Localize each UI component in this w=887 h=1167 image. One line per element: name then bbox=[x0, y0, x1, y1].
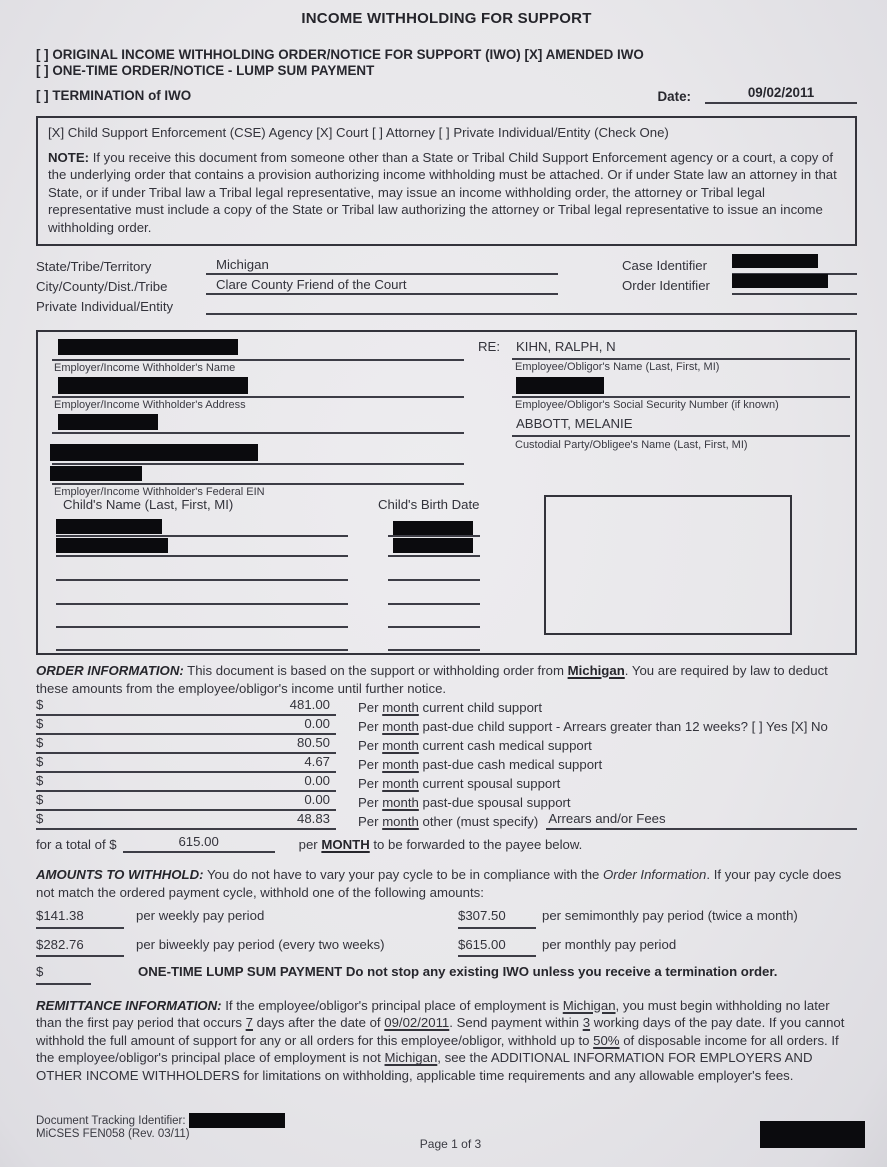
total-amount: 615.00 bbox=[123, 833, 275, 854]
month-word: month bbox=[382, 756, 419, 772]
order-amount-row bbox=[36, 697, 857, 716]
redaction-block bbox=[56, 538, 168, 553]
employer-ein-label: Employer/Income Withholder's Federal EIN bbox=[54, 486, 265, 498]
employee-name: KIHN, RALPH, N bbox=[516, 339, 616, 354]
state-row bbox=[36, 255, 857, 275]
order-intro bbox=[36, 662, 857, 697]
specify-field bbox=[546, 810, 857, 831]
checkbox-termination: [ ] TERMINATION of IWO bbox=[36, 88, 192, 103]
child-name-line bbox=[56, 603, 348, 605]
child-name-line bbox=[56, 579, 348, 581]
amount-desc: other (must specify) bbox=[418, 813, 539, 829]
child-birth-line bbox=[388, 555, 480, 557]
redaction-block bbox=[50, 444, 258, 461]
child-name-line bbox=[56, 626, 348, 628]
child-birth-label: Child's Birth Date bbox=[378, 497, 480, 512]
total-month-word: MONTH bbox=[321, 836, 370, 852]
employer-address-line2 bbox=[52, 432, 464, 434]
amount-desc: past-due spousal support bbox=[418, 794, 571, 810]
child-birth-line bbox=[388, 603, 480, 605]
per-word: Per bbox=[358, 718, 383, 734]
checkbox-original-amended: [ ] ORIGINAL INCOME WITHHOLDING ORDER/NOTICE FOR SUPPORT (IWO) [X] AMENDED IWO bbox=[36, 47, 644, 62]
redaction-block bbox=[732, 274, 828, 288]
order-intro-text1: This document is based on the support or withholding order from bbox=[183, 663, 568, 678]
re-label: RE: bbox=[478, 339, 500, 354]
month-word: month bbox=[382, 794, 419, 810]
child-birth-line bbox=[388, 535, 480, 537]
order-amount-row bbox=[36, 811, 857, 830]
amount-other-fees: 48.83 bbox=[296, 810, 330, 826]
child-birth-line bbox=[388, 579, 480, 581]
redaction-block bbox=[58, 339, 238, 355]
redaction-block bbox=[732, 254, 818, 268]
form-type-checkboxes bbox=[36, 47, 857, 104]
redaction-block bbox=[56, 519, 162, 534]
remittance-section bbox=[36, 997, 857, 1085]
amount-current-spousal: 0.00 bbox=[304, 772, 330, 788]
employer-address-line bbox=[52, 396, 464, 398]
dollar-sign: $ bbox=[36, 791, 44, 807]
order-amount-row bbox=[36, 754, 857, 773]
dollar-sign: $ bbox=[36, 753, 44, 769]
month-word: month bbox=[382, 718, 419, 734]
withhold-heading: AMOUNTS TO WITHHOLD: bbox=[36, 867, 204, 882]
order-amount-row bbox=[36, 792, 857, 811]
empty-stamp-box bbox=[544, 495, 792, 635]
remit-underlined: Michigan bbox=[562, 997, 616, 1013]
order-identifier-label: Order Identifier bbox=[622, 278, 710, 293]
page-indicator: Page 1 of 3 bbox=[419, 1137, 482, 1151]
month-word: month bbox=[382, 775, 419, 791]
tracking-identifier-label: Document Tracking Identifier: bbox=[36, 1114, 186, 1127]
child-name-line bbox=[56, 649, 348, 651]
dollar-sign: $ bbox=[36, 772, 44, 788]
footer bbox=[36, 1113, 865, 1151]
remit-text: , see the ADDITIONAL INFORMATION FOR EMPLOYERS AND OTHER INCOME WITHHOLDERS for limitations on withholding, applicable time requirements and any allowable employer's fees. bbox=[36, 1050, 813, 1083]
issuer-type-checkline: [X] Child Support Enforcement (CSE) Agency [X] Court [ ] Attorney [ ] Private Individual/Entity (Check One) bbox=[48, 125, 669, 140]
per-word: Per bbox=[358, 737, 383, 753]
child-birth-line bbox=[388, 626, 480, 628]
redaction-block bbox=[58, 377, 248, 394]
employer-ein-line bbox=[52, 463, 464, 465]
case-identifier-label: Case Identifier bbox=[622, 258, 708, 273]
employer-address-label: Employer/Income Withholder's Address bbox=[54, 399, 246, 411]
withhold-intro-text1: You do not have to vary your pay cycle to be in compliance with the bbox=[203, 867, 604, 882]
custodial-name-label: Custodial Party/Obligee's Name (Last, First, MI) bbox=[515, 439, 748, 451]
employee-ssn-line bbox=[512, 396, 850, 398]
per-word: Per bbox=[358, 756, 383, 772]
remit-text: of disposable income for all orders. If the employee/obligor's principal place of employment is not bbox=[36, 1032, 839, 1066]
specify-value: Arrears and/or Fees bbox=[548, 810, 666, 826]
monthly-label: per monthly pay period bbox=[542, 936, 677, 952]
remit-text: . Send payment within bbox=[449, 1015, 583, 1031]
dollar-sign: $ bbox=[36, 734, 44, 750]
month-word: month bbox=[382, 813, 419, 829]
order-amount-row bbox=[36, 735, 857, 754]
redaction-block bbox=[393, 538, 473, 553]
city-label: City/County/Dist./Tribe bbox=[36, 279, 168, 294]
withhold-intro-text2: . If your pay cycle does not match the ordered payment cycle, withhold one of the following amounts: bbox=[36, 867, 842, 900]
state-value: Michigan bbox=[206, 257, 558, 275]
issuer-type-box bbox=[36, 116, 857, 246]
issuer-fields bbox=[36, 255, 857, 315]
remit-underlined: 09/02/2011 bbox=[384, 1015, 450, 1031]
redaction-block bbox=[189, 1113, 285, 1128]
remit-underlined: 50% bbox=[593, 1032, 620, 1048]
child-name-line bbox=[56, 555, 348, 557]
remit-text: , you must begin withholding no later than the first pay period that occurs bbox=[36, 997, 830, 1031]
redaction-block bbox=[50, 466, 142, 481]
note-paragraph bbox=[48, 149, 845, 237]
month-word: month bbox=[382, 737, 419, 753]
remittance-heading: REMITTANCE INFORMATION: bbox=[36, 997, 222, 1013]
redaction-block bbox=[516, 377, 604, 394]
redaction-block bbox=[760, 1121, 865, 1148]
child-name-label: Child's Name (Last, First, MI) bbox=[63, 497, 234, 512]
order-intro-text2: . You are required by law to deduct these amounts from the employee/obligor's income until further notice. bbox=[36, 663, 828, 696]
per-word: Per bbox=[358, 775, 383, 791]
redaction-block bbox=[58, 414, 158, 430]
remit-underlined: 7 bbox=[245, 1015, 253, 1031]
lump-sum-text: ONE-TIME LUMP SUM PAYMENT Do not stop any existing IWO unless you receive a termination order. bbox=[138, 964, 778, 979]
child-name-line bbox=[56, 535, 348, 537]
employer-ein-line2 bbox=[52, 483, 464, 485]
dollar-sign: $ bbox=[36, 696, 44, 712]
per-word: Per bbox=[358, 794, 383, 810]
remit-text: working days of the pay date. If you cannot withhold the full amount of support for any or all orders for this employee/obligor, withhold up to bbox=[36, 1015, 845, 1048]
order-heading: ORDER INFORMATION: bbox=[36, 663, 184, 678]
checkbox-one-time: [ ] ONE-TIME ORDER/NOTICE - LUMP SUM PAYMENT bbox=[36, 63, 375, 78]
amounts-to-withhold-section bbox=[36, 866, 857, 985]
remit-underlined: Michigan bbox=[384, 1050, 438, 1066]
lump-sum-row bbox=[36, 963, 857, 985]
private-individual-row bbox=[36, 295, 857, 315]
dollar-sign: $ bbox=[36, 715, 44, 731]
redaction-block bbox=[393, 521, 473, 535]
amount-desc: past-due child support - Arrears greater than 12 weeks? [ ] Yes [X] No bbox=[418, 718, 828, 734]
order-state: Michigan bbox=[567, 663, 625, 678]
order-identifier-field bbox=[732, 274, 857, 295]
amount-desc: current spousal support bbox=[418, 775, 561, 791]
employer-name-line bbox=[52, 359, 464, 361]
case-identifier-field bbox=[732, 254, 857, 275]
employer-name-label: Employer/Income Withholder's Name bbox=[54, 362, 236, 374]
custodial-name: ABBOTT, MELANIE bbox=[516, 416, 633, 431]
withhold-intro-em: Order Information bbox=[603, 867, 707, 882]
amount-current-cash-medical: 80.50 bbox=[296, 734, 330, 750]
month-word: month bbox=[382, 699, 419, 715]
employee-name-line bbox=[512, 358, 850, 360]
biweekly-amount: $282.76 bbox=[36, 936, 124, 958]
order-total-row bbox=[36, 830, 857, 853]
custodial-name-line bbox=[512, 435, 850, 437]
remit-underlined: 3 bbox=[582, 1015, 591, 1031]
private-individual-label: Private Individual/Entity bbox=[36, 299, 174, 314]
amount-pastdue-cash-medical: 4.67 bbox=[304, 753, 330, 769]
page-title: INCOME WITHHOLDING FOR SUPPORT bbox=[301, 10, 592, 27]
form-number: MiCSES FEN058 (Rev. 03/11) bbox=[36, 1128, 190, 1140]
per-word: Per bbox=[358, 813, 383, 829]
amount-desc: past-due cash medical support bbox=[418, 756, 603, 772]
dollar-sign: $ bbox=[36, 810, 44, 826]
amount-current-child-support: 481.00 bbox=[289, 696, 330, 712]
employee-name-label: Employee/Obligor's Name (Last, First, MI) bbox=[515, 361, 720, 373]
order-amount-row bbox=[36, 773, 857, 792]
remittance-paragraph bbox=[36, 997, 857, 1085]
amount-desc: current cash medical support bbox=[418, 737, 592, 753]
semimonthly-label: per semimonthly pay period (twice a month) bbox=[542, 908, 798, 923]
parties-box bbox=[36, 330, 857, 655]
amount-pastdue-child-support: 0.00 bbox=[304, 715, 330, 731]
remit-text: days after the date of bbox=[253, 1015, 385, 1031]
semimonthly-amount: $307.50 bbox=[458, 907, 536, 929]
city-value: Clare County Friend of the Court bbox=[206, 277, 558, 295]
city-row bbox=[36, 275, 857, 295]
order-information-section bbox=[36, 662, 857, 853]
per-word: Per bbox=[358, 699, 383, 715]
employee-ssn-label: Employee/Obligor's Social Security Number (if known) bbox=[515, 399, 779, 411]
child-birth-line bbox=[388, 649, 480, 651]
amount-desc: current child support bbox=[418, 699, 542, 715]
private-individual-field bbox=[206, 297, 857, 315]
note-text: If you receive this document from someone other than a State or Tribal Child Support Enforcement agency or a court, a copy of the underlying order that contains a provision authorizing income withholding must be attached. Or if under State law an attorney in that State, or if under Tribal law a Tribal legal representative, may issue an income withholding order, the attorney or Tribal legal representative must include a copy of the State or Tribal law authorizing the attorney or Tribal legal representative to issue an income withholding order. bbox=[48, 149, 837, 235]
monthly-amount: $615.00 bbox=[458, 936, 536, 958]
total-per-word: per bbox=[298, 836, 322, 852]
date-value: 09/02/2011 bbox=[705, 85, 857, 104]
total-prefix: for a total of $ bbox=[36, 836, 117, 852]
weekly-label: per weekly pay period bbox=[136, 908, 265, 923]
amount-pastdue-spousal: 0.00 bbox=[304, 791, 330, 807]
state-label: State/Tribe/Territory bbox=[36, 259, 152, 274]
remit-text: If the employee/obligor's principal place of employment is bbox=[221, 997, 563, 1013]
note-label: NOTE: bbox=[48, 149, 90, 165]
lump-dollar-sign: $ bbox=[36, 963, 91, 985]
weekly-amount: $141.38 bbox=[36, 907, 124, 929]
date-label: Date: bbox=[657, 89, 691, 104]
withhold-grid bbox=[36, 907, 857, 957]
total-suffix: to be forwarded to the payee below. bbox=[369, 836, 583, 852]
biweekly-label: per biweekly pay period (every two weeks) bbox=[136, 936, 385, 952]
order-amount-row bbox=[36, 716, 857, 735]
withhold-intro bbox=[36, 866, 857, 901]
